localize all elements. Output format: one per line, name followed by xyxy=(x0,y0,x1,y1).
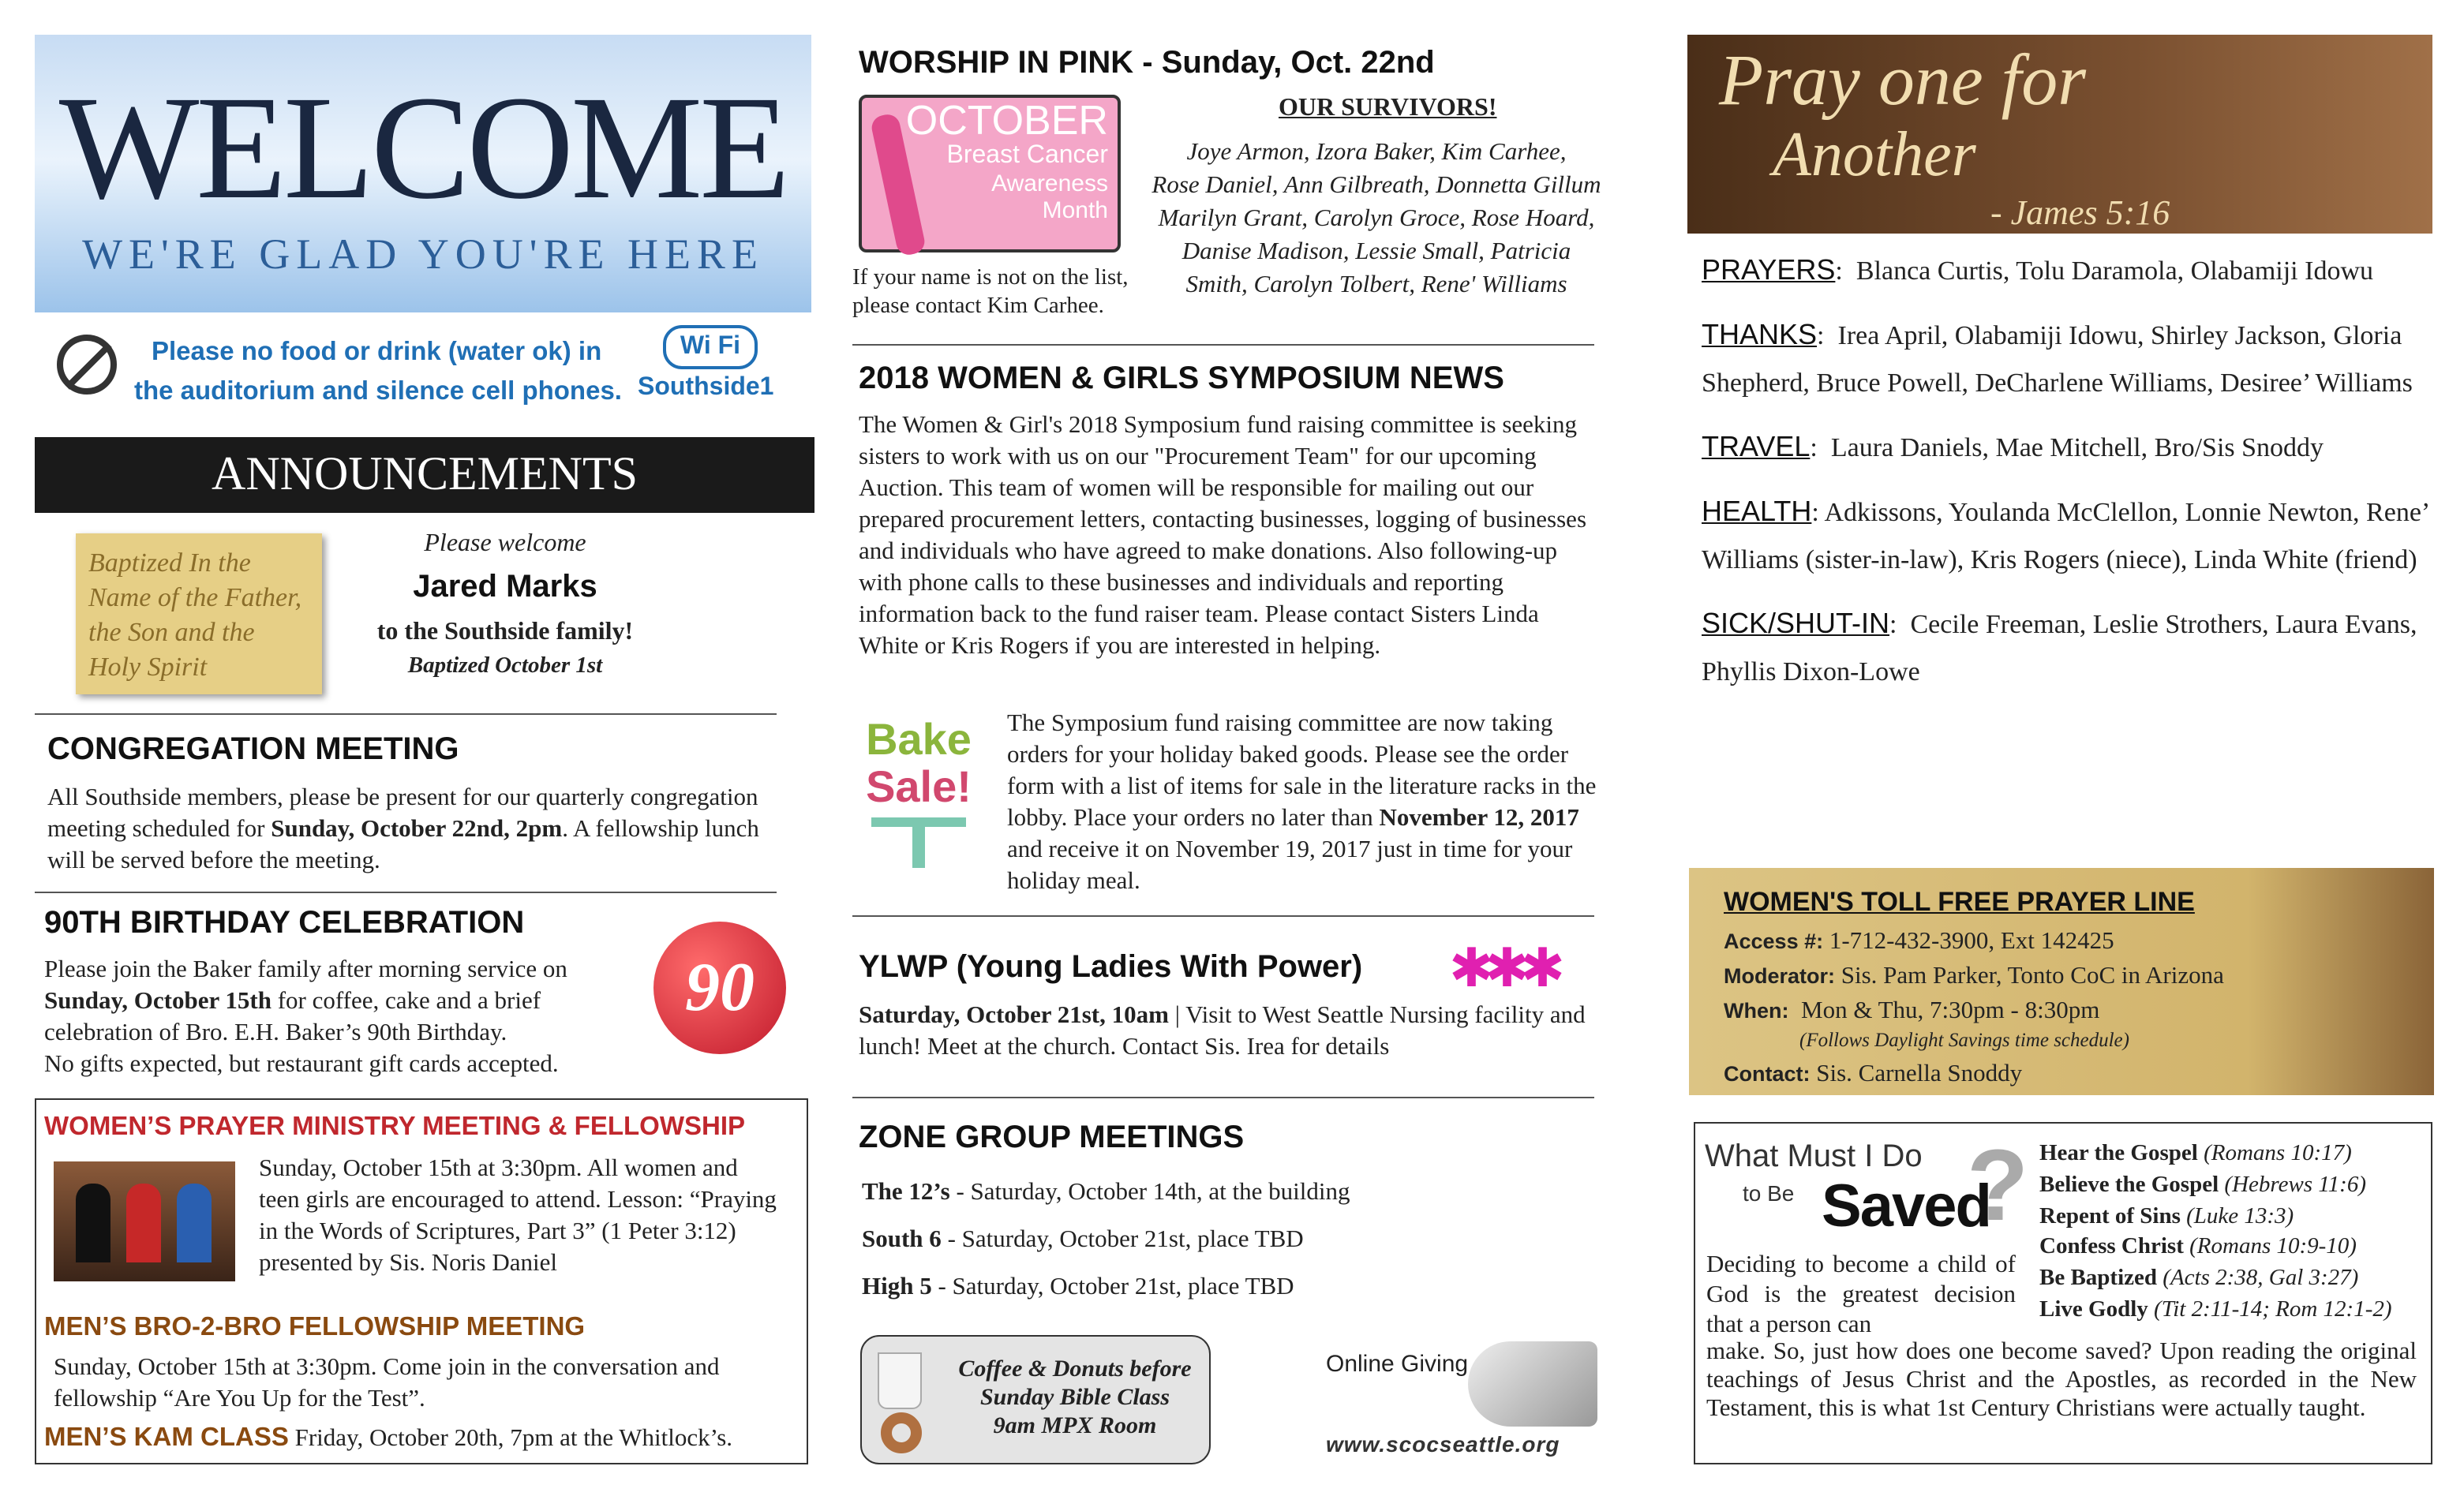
logo-text: What Must I Do xyxy=(1705,1139,1923,1174)
welcome-title: WELCOME xyxy=(58,66,788,230)
survivor-line: Rose Daniel, Ann Gilbreath, Donnetta Gillum xyxy=(1151,172,1601,199)
pray-line2: Another xyxy=(1773,118,1976,189)
step xyxy=(2039,1264,2392,1296)
zone-name: High 5 xyxy=(862,1273,932,1300)
cake-stand-icon xyxy=(871,817,966,827)
breast-cancer-image xyxy=(859,95,1121,252)
prayer-names: Blanca Curtis, Tolu Daramola, Olabamiji Idowu xyxy=(1855,256,2374,286)
text: The Symposium fund raising committee are now taking orders for your holiday baked goods. Please see the order form with a list of items for sale in the literature racks in the lobby. Place your orders no later than xyxy=(1007,710,1597,832)
survivor-line: Smith, Carolyn Tolbert, Rene' Williams xyxy=(1185,271,1567,298)
prayer-line-row xyxy=(1724,1057,2224,1092)
row-value: Sis. Pam Parker, Tonto CoC in Arizona xyxy=(1841,963,2224,989)
step xyxy=(2039,1233,2392,1265)
prayer-item: THANKS: Irea April, Olabamiji Idowu, Shirley Jackson, Gloria Shepherd, Bruce Powell, DeCharlene Williams, Desiree’ Williams xyxy=(1702,319,2413,398)
zone-item xyxy=(862,1169,1350,1217)
prayer-names: Laura Daniels, Mae Mitchell, Bro/Sis Snoddy xyxy=(1830,432,2324,462)
divider xyxy=(35,892,777,893)
prayer-item: PRAYERS: Blanca Curtis, Tolu Daramola, Olabamiji Idowu xyxy=(1702,254,2374,286)
image-text: Breast Cancer xyxy=(946,142,1108,169)
text: and receive it on November 19, 2017 just in time for your holiday meal. xyxy=(1007,836,1573,895)
bake-sale-image xyxy=(852,716,985,877)
congregation-title: CONGREGATION MEETING xyxy=(47,732,459,767)
prayer-line-title: WOMEN'S TOLL FREE PRAYER LINE xyxy=(1724,887,2195,917)
baptized-image-text: Baptized In the Name of the Father, the Son and the Holy Spirit xyxy=(88,548,302,682)
survivor-line: Joye Armon, Izora Baker, Kim Carhee, xyxy=(1186,139,1567,166)
zone-title: ZONE GROUP MEETINGS xyxy=(859,1120,1245,1155)
image-text: OCTOBER xyxy=(905,96,1108,144)
coffee-text: Sunday Bible Class xyxy=(979,1386,1170,1411)
prayer-key: HEALTH xyxy=(1702,496,1812,527)
mens-kam xyxy=(44,1423,732,1453)
ylwp-text xyxy=(859,1000,1597,1064)
step-ref: (Luke 13:3) xyxy=(2186,1203,2294,1229)
coffee-cup-icon xyxy=(878,1352,922,1409)
text: for coffee, cake and a brief celebration of Bro. E.H. Baker’s 90th Birthday. xyxy=(44,988,541,1046)
wifi-badge: Wi Fi xyxy=(663,325,758,369)
prayer-names: Irea April, Olabamiji Idowu, Shirley Jackson, Gloria Shepherd, Bruce Powell, DeCharlene Williams, Desiree’ Williams xyxy=(1702,320,2413,398)
notice-line2: the auditorium and silence cell phones. xyxy=(134,377,622,406)
logo-text: Saved xyxy=(1822,1174,1990,1240)
donut-icon xyxy=(881,1412,922,1453)
women-image xyxy=(54,1161,235,1281)
step-name: Hear the Gospel xyxy=(2039,1141,2198,1166)
prayer-key: SICK/SHUT-IN xyxy=(1702,608,1890,639)
symposium-title: 2018 WOMEN & GIRLS SYMPOSIUM NEWS xyxy=(859,361,1504,396)
step xyxy=(2039,1139,2392,1171)
zone-text: - Saturday, October 21st, place TBD xyxy=(931,1273,1294,1300)
question-mark-icon: ? xyxy=(1967,1128,2029,1242)
prayer-key: TRAVEL xyxy=(1702,431,1811,462)
zone-item xyxy=(862,1264,1350,1311)
baptism-line: to the Southside family! xyxy=(376,619,634,645)
baptized-image xyxy=(76,533,322,694)
prayer-line-note: (Follows Daylight Savings time schedule) xyxy=(1799,1029,2129,1051)
baptism-date: Baptized October 1st xyxy=(407,653,603,679)
prayer-line-row xyxy=(1724,925,2224,959)
divider xyxy=(852,344,1594,346)
ylwp-title: YLWP (Young Ladies With Power) xyxy=(859,950,1363,985)
prayer-lists xyxy=(1702,246,2443,696)
giving-link[interactable]: www.scocseattle.org xyxy=(1326,1431,1560,1457)
date: November 12, 2017 xyxy=(1379,805,1579,832)
pray-banner xyxy=(1687,35,2432,234)
step-ref: (Hebrews 11:6) xyxy=(2224,1172,2366,1198)
online-giving-label: Online Giving xyxy=(1326,1351,1469,1378)
pink-title: WORSHIP IN PINK - Sunday, Oct. 22nd xyxy=(859,46,1435,80)
image-text: Month xyxy=(1042,197,1108,224)
row-label: Contact: xyxy=(1724,1062,1811,1086)
welcome-banner xyxy=(35,35,811,312)
saved-logo xyxy=(1705,1128,2029,1250)
pink-contact: If your name is not on the list, please contact Kim Carhee. xyxy=(852,265,1129,319)
pray-ref: - James 5:16 xyxy=(1990,193,2170,232)
bake-sale-text xyxy=(1007,709,1601,898)
step-name: Be Baptized xyxy=(2039,1266,2158,1292)
divider xyxy=(852,1097,1594,1098)
row-label: Access #: xyxy=(1724,929,1824,953)
date: Sunday, October 22nd, 2pm xyxy=(271,816,563,843)
zone-item xyxy=(862,1217,1350,1264)
date: Sunday, October 15th xyxy=(44,988,271,1015)
survivor-line: Marilyn Grant, Carolyn Groce, Rose Hoard, xyxy=(1158,205,1595,232)
zone-text: - Saturday, October 21st, place TBD xyxy=(941,1226,1304,1253)
symposium-text: The Women & Girl's 2018 Symposium fund raising committee is seeking sisters to work with us on our "Procurement Team" for our upcoming Auction. This team of women will be responsible for mailing out our prepared procurement letters, contacting businesses, logging of businesses and individuals who have agreed to make donations. Also following-up with phone calls to these businesses and individuals and reporting information back to the fund raiser team. Please contact Sisters Linda White or Kris Rogers if you are interested in helping. xyxy=(859,412,1587,660)
mens-bro-title: MEN’S BRO-2-BRO FELLOWSHIP MEETING xyxy=(44,1313,586,1341)
prayer-item: TRAVEL: Laura Daniels, Mae Mitchell, Bro/Sis Snoddy xyxy=(1702,431,2324,462)
saved-text1: Deciding to become a child of God is the greatest decision that a person can xyxy=(1706,1251,2016,1338)
text: | Visit to West Seattle Nursing facility and lunch! Meet at the church. Contact Sis. Irea for details xyxy=(859,1002,1586,1060)
text: Please join the Baker family after morning service on xyxy=(44,956,567,983)
zone-text: - Saturday, October 14th, at the building xyxy=(949,1179,1350,1206)
prayer-key: PRAYERS xyxy=(1702,254,1836,286)
prayer-names: Cecile Freeman, Leslie Strothers, Laura Evans, Phyllis Dixon-Lowe xyxy=(1702,609,2417,686)
no-food-icon xyxy=(57,335,117,395)
prayer-key: THANKS xyxy=(1702,319,1818,350)
zone-name: South 6 xyxy=(862,1226,942,1253)
pray-line1: Pray one for xyxy=(1719,39,2087,120)
step xyxy=(2039,1296,2392,1327)
saved-box xyxy=(1694,1122,2432,1464)
prayer-line-box xyxy=(1689,868,2434,1095)
prayer-line-row xyxy=(1724,959,2224,994)
row-value: 1-712-432-3900, Ext 142425 xyxy=(1829,928,2114,955)
zone-name: The 12’s xyxy=(862,1179,950,1206)
notice-line1: Please no food or drink (water ok) in xyxy=(152,338,602,366)
bake-text: Bake xyxy=(866,715,972,764)
mens-bro-text: Sunday, October 15th at 3:30pm. Come join in the conversation and fellowship “Are You Up for the Test”. xyxy=(54,1354,720,1412)
congregation-text xyxy=(47,783,789,877)
row-value: Mon & Thu, 7:30pm - 8:30pm xyxy=(1801,997,2100,1024)
prayer-item: HEALTH: Adkissons, Youlanda McClellon, Lonnie Newton, Rene’ Williams (sister-in-law), Kris Rogers (niece), Linda White (friend) xyxy=(1702,496,2428,574)
coffee-text: Coffee & Donuts before xyxy=(958,1357,1192,1382)
step-name: Believe the Gospel xyxy=(2039,1172,2219,1198)
prayer-names: Adkissons, Youlanda McClellon, Lonnie Newton, Rene’ Williams (sister-in-law), Kris Rogers (niece), Linda White (friend) xyxy=(1702,497,2428,574)
prayer-line-row xyxy=(1724,994,2224,1029)
survivors-title: OUR SURVIVORS! xyxy=(1279,95,1497,122)
divider xyxy=(35,713,777,715)
saved-steps xyxy=(2039,1139,2392,1327)
step xyxy=(2039,1202,2392,1233)
birthday-note: No gifts expected, but restaurant gift cards accepted. xyxy=(44,1051,559,1078)
logo-text: to Be xyxy=(1743,1180,1795,1206)
dancers-icon: ✱✱✱ xyxy=(1449,941,1556,999)
welcome-subtitle: WE'RE GLAD YOU'RE HERE xyxy=(82,230,764,278)
saved-text2: make. So, just how does one become saved? Upon reading the original teachings of Jesus Christ and the Apostles, as recorded in the New Testament, this is what 1st Century Christians were actually taught. xyxy=(1706,1338,2417,1422)
birthday-title: 90TH BIRTHDAY CELEBRATION xyxy=(44,906,525,941)
survivor-line: Danise Madison, Lessie Small, Patricia xyxy=(1181,238,1571,265)
row-label: When: xyxy=(1724,999,1789,1023)
baptism-name: Jared Marks xyxy=(413,570,597,604)
balloon-90-image: 90 xyxy=(653,922,786,1054)
step-name: Confess Christ xyxy=(2039,1234,2184,1260)
step-ref: (Romans 10:9-10) xyxy=(2189,1234,2357,1260)
coffee-donuts-box xyxy=(860,1335,1211,1464)
step-name: Repent of Sins xyxy=(2039,1203,2181,1229)
step-ref: (Tit 2:11-14; Rom 12:1-2) xyxy=(2154,1296,2392,1322)
step-name: Live Godly xyxy=(2039,1296,2148,1322)
baptism-intro: Please welcome xyxy=(424,530,586,557)
wifi-name: Southside1 xyxy=(638,374,774,401)
womens-prayer-text: Sunday, October 15th at 3:30pm. All women and teen girls are encouraged to attend. Lesson: “Praying in the Words of Scriptures, Part 3” (1 Peter 3:12) presented by Sis. Noris Daniel xyxy=(259,1155,777,1277)
coffee-text: 9am MPX Room xyxy=(993,1414,1157,1439)
mens-kam-text: Friday, October 20th, 7pm at the Whitlock’s. xyxy=(288,1425,733,1452)
image-text: Awareness xyxy=(991,170,1108,197)
step-ref: (Acts 2:38, Gal 3:27) xyxy=(2163,1266,2359,1292)
bake-text: Sale! xyxy=(866,762,972,811)
survivors-list xyxy=(1127,136,1626,301)
mouse-hand-image xyxy=(1468,1341,1597,1427)
mens-kam-title: MEN’S KAM CLASS xyxy=(44,1423,289,1452)
announcements-header: ANNOUNCEMENTS xyxy=(35,437,814,513)
row-value: Sis. Carnella Snoddy xyxy=(1816,1060,2023,1087)
divider xyxy=(852,915,1594,917)
zone-list xyxy=(862,1169,1350,1311)
text: . A fellowship lunch will be served before the meeting. xyxy=(47,816,759,874)
row-label: Moderator: xyxy=(1724,964,1835,988)
step xyxy=(2039,1171,2392,1202)
birthday-text xyxy=(44,955,631,1049)
womens-prayer-title: WOMEN’S PRAYER MINISTRY MEETING & FELLOWSHIP xyxy=(44,1113,746,1141)
step-ref: (Romans 10:17) xyxy=(2204,1141,2352,1166)
text: All Southside members, please be present for our quarterly congregation meeting scheduled for xyxy=(47,784,758,843)
date: Saturday, October 21st, 10am xyxy=(859,1002,1169,1029)
prayer-item: SICK/SHUT-IN: Cecile Freeman, Leslie Strothers, Laura Evans, Phyllis Dixon-Lowe xyxy=(1702,608,2417,686)
